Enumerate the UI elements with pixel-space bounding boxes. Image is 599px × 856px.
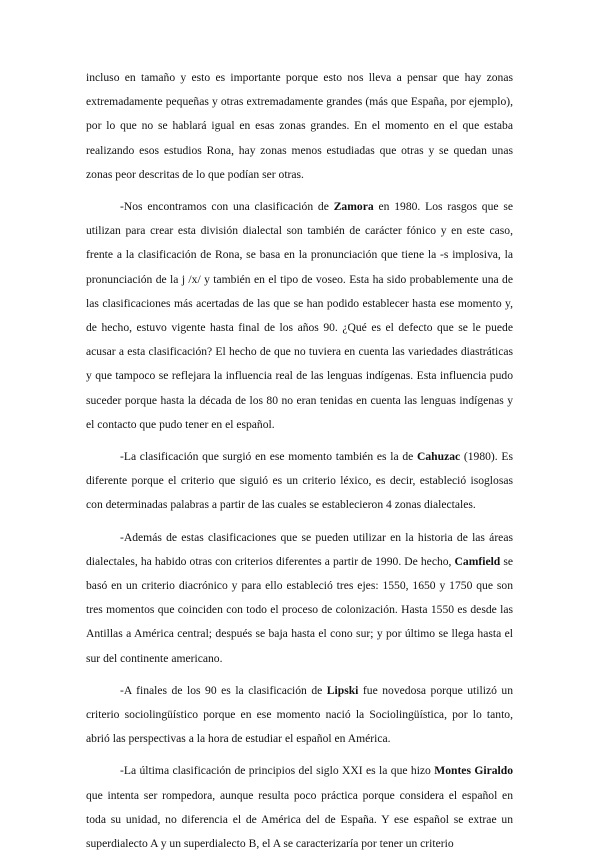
paragraph-text: -La última clasificación de principios del siglo XXI es la que hizo [120, 764, 435, 778]
paragraph [86, 759, 513, 856]
paragraph [86, 679, 513, 752]
paragraph [86, 445, 513, 518]
paragraph-text: -A finales de los 90 es la clasificación de [120, 683, 327, 697]
author-name: Montes Giraldo [434, 764, 513, 778]
paragraph-text: -Además de estas clasificaciones que se pueden utilizar en la historia de las áreas dialectales, ha habido otras con criterios diferentes a partir de 1990. De hecho, [86, 530, 513, 568]
paragraph-text: (1980). Es diferente porque el criterio que siguió es un criterio léxico, es decir, estableció isoglosas con determinadas palabras a partir de las cuales se establecieron 4 zonas dialectales. [86, 450, 514, 512]
paragraph-text: se basó en un criterio diacrónico y para ello estableció tres ejes: 1550, 1650 y 1750 que son tres momentos que coinciden con todo el proceso de colonización. Hasta 1550 es desde las Antillas a América central; después se baja hasta el cono sur; y por último se llega hasta el sur del continente americano. [86, 554, 513, 665]
paragraph-text: en 1980. Los rasgos que se utilizan para crear esta división dialectal son también de carácter fónico y en este caso, frente a la clasificación de Rona, se basa en la pronunciación que tiene la -s implosiva, la pronunciación de la j /x/ y también en el tipo de voseo. Esta ha sido probablemente una de las clasificaciones más acertadas de las que se han podido establecer hasta ese momento y, de hecho, estuvo vigente hasta final de los años 90. ¿Qué es el defecto que se le puede acusar a esta clasificación? El hecho de que no tuviera en cuenta las variedades diastráticas y que tampoco se reflejara la influencia real de las lenguas indígenas. Esta influencia pudo suceder porque hasta la década de los 80 no eran tenidas en cuenta las lenguas indígenas y el contacto que pudo tener en el español. [86, 200, 513, 431]
paragraph-text: incluso en tamaño y esto es importante porque esto nos lleva a pensar que hay zonas extremadamente pequeñas y otras extremadamente grandes (más que España, por ejemplo), por lo que no se hablará igual en esas zonas grandes. En el momento en el que estaba realizando esos estudios Rona, hay zonas menos estudiadas que otras y se quedan unas zonas peor descritas de lo que podían ser otras. [86, 71, 513, 181]
paragraph [86, 195, 513, 437]
paragraph-text: fue novedosa porque utilizó un criterio sociolingüístico porque en ese momento nació la Sociolingüística, por lo tanto, abrió las perspectivas a la hora de estudiar el español en América. [86, 683, 513, 746]
author-name: Cahuzac [417, 450, 461, 464]
paragraph-text: que intenta ser rompedora, aunque resulta poco práctica porque considera el español en toda su unidad, no diferencia el de América del de España. Y ese español se extrae un superdialecto A y un superdialecto B, el A se caracterizaría por tener un criterio [86, 788, 513, 851]
author-name: Camfield [454, 554, 501, 568]
paragraph [86, 66, 513, 187]
paragraph [86, 526, 513, 671]
author-name: Lipski [326, 683, 359, 697]
paragraph-text: -Nos encontramos con una clasificación de [120, 200, 334, 214]
author-name: Zamora [333, 200, 374, 214]
paragraph-text: -La clasificación que surgió en ese momento también es la de [120, 450, 417, 464]
